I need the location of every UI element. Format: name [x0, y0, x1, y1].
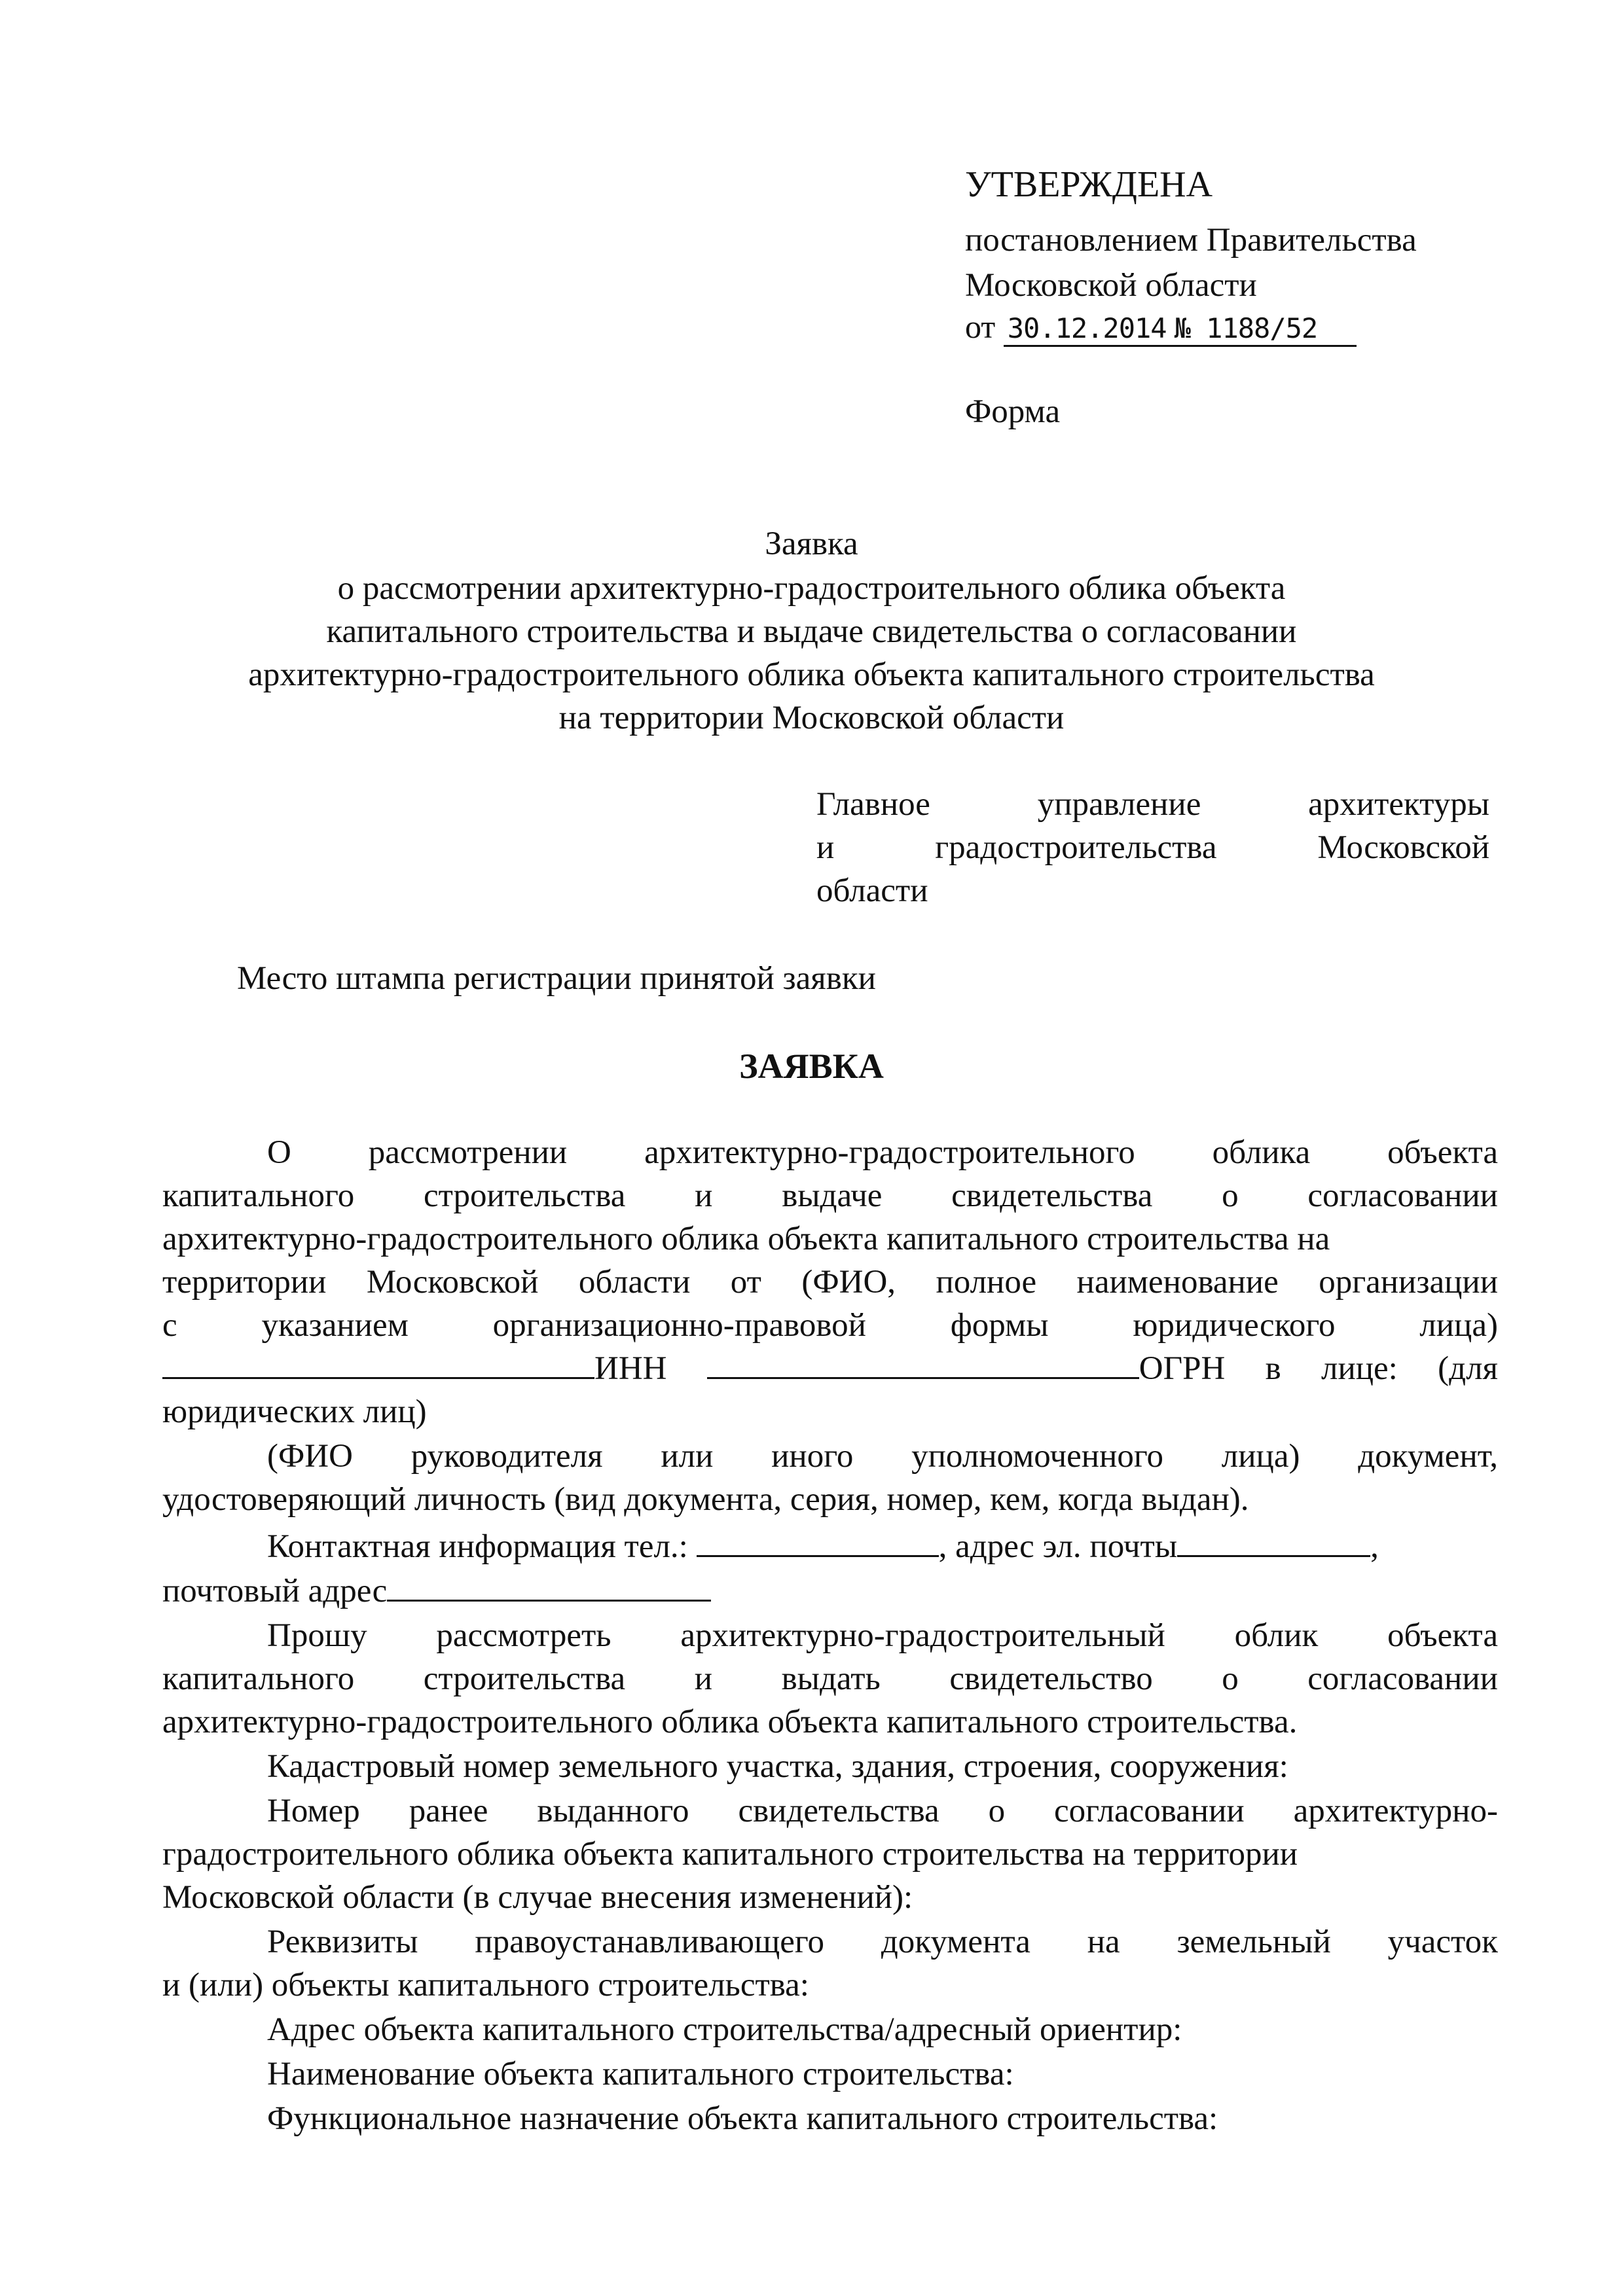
approval-date: 30.12.2014	[1004, 315, 1171, 347]
word: земельный	[1176, 1924, 1331, 1960]
word: Номер	[267, 1793, 360, 1829]
approval-date-line	[965, 308, 1357, 347]
para1-line-4	[162, 1263, 1498, 1301]
word: объекта	[1387, 1617, 1498, 1654]
word: строительства	[423, 1660, 626, 1697]
word: уполномоченного	[911, 1438, 1164, 1475]
para1-line-2	[162, 1177, 1498, 1215]
prev-cert-line-2: градостроительного облика объекта капитального строительства на территории	[162, 1836, 1298, 1873]
word: (ФИО	[267, 1438, 353, 1475]
prev-cert-line-3: Московской области (в случае внесения изменений):	[162, 1879, 913, 1916]
para3-line-3: архитектурно-градостроительного облика объекта капитального строительства.	[162, 1704, 1298, 1740]
contact-line	[267, 1528, 1498, 1566]
approval-number-sign: №	[1174, 312, 1190, 344]
word: документ,	[1358, 1438, 1498, 1475]
postal-line	[162, 1572, 711, 1610]
word: руководителя	[410, 1438, 603, 1475]
blank-field[interactable]	[162, 1350, 594, 1379]
heading-line-1: Заявка	[765, 526, 858, 562]
word: облик	[1234, 1617, 1319, 1654]
stamp-place: Место штампа регистрации принятой заявки	[237, 960, 876, 997]
word: (ФИО,	[801, 1264, 896, 1300]
word: свидетельства	[951, 1177, 1153, 1214]
word: лице:	[1321, 1350, 1398, 1387]
word: Реквизиты	[267, 1924, 418, 1960]
heading-line-5: на территории Московской области	[558, 700, 1065, 736]
word: лица)	[1221, 1438, 1300, 1475]
approval-date-prefix: от	[965, 308, 996, 345]
contact-label: Контактная информация тел.:	[267, 1528, 688, 1565]
word: юридического	[1133, 1307, 1336, 1344]
word: Московской	[366, 1264, 539, 1300]
word: свидетельство	[949, 1660, 1153, 1697]
email-label: , адрес эл. почты	[938, 1528, 1178, 1565]
para2-line-1	[267, 1437, 1498, 1475]
postal-field[interactable]	[387, 1572, 711, 1602]
ogrn-line	[707, 1350, 1226, 1388]
blank-field[interactable]	[707, 1350, 1139, 1379]
heading-line-2: о рассмотрении архитектурно-градостроительного облика объекта	[337, 570, 1286, 607]
phone-field[interactable]	[697, 1528, 939, 1557]
para3-line-2	[162, 1660, 1498, 1698]
word: и	[694, 1660, 713, 1697]
word: капитального	[162, 1660, 355, 1697]
form-label: Форма	[965, 393, 1061, 430]
word: согласовании	[1307, 1660, 1498, 1697]
word: свидетельства	[738, 1793, 939, 1829]
word: архитектурно-градостроительный	[680, 1617, 1165, 1654]
para1-line-3: архитектурно-градостроительного облика объекта капитального строительства на	[162, 1221, 1330, 1257]
word: (для	[1438, 1350, 1498, 1387]
word: Прошу	[267, 1617, 367, 1654]
word: выданного	[537, 1793, 689, 1829]
ogrn-label: ОГРН	[1139, 1350, 1226, 1387]
para2-line-2: удостоверяющий личность (вид документа, серия, номер, кем, когда выдан).	[162, 1481, 1249, 1518]
word: полное	[936, 1264, 1037, 1300]
approval-line-2: Московской области	[965, 267, 1257, 304]
word: от	[730, 1264, 761, 1300]
word: области	[578, 1264, 691, 1300]
para1-line-6	[162, 1350, 1498, 1388]
para3-line-1	[267, 1617, 1498, 1655]
word: наименование	[1076, 1264, 1279, 1300]
word: Московской	[1317, 829, 1489, 866]
word: капитального	[162, 1177, 355, 1214]
word: выдаче	[782, 1177, 883, 1214]
word: о	[988, 1793, 1006, 1829]
para1-line-1	[267, 1134, 1498, 1172]
word: иного	[771, 1438, 854, 1475]
prev-cert-line-1	[267, 1792, 1498, 1830]
requisites-line-2: и (или) объекты капитального строительства:	[162, 1967, 809, 2003]
word: на	[1087, 1924, 1120, 1960]
main-title: ЗАЯВКА	[739, 1047, 884, 1086]
word: согласовании	[1054, 1793, 1245, 1829]
heading-line-3: капитального строительства и выдаче свидетельства о согласовании	[326, 613, 1297, 650]
word: участок	[1387, 1924, 1498, 1960]
word: или	[661, 1438, 714, 1475]
email-field[interactable]	[1177, 1528, 1370, 1557]
word: ранее	[409, 1793, 488, 1829]
recipient-line-1	[816, 785, 1489, 823]
word: о	[1222, 1177, 1239, 1214]
address-line: Адрес объекта капитального строительства/адресный ориентир:	[267, 2011, 1182, 2048]
requisites-line-1	[267, 1923, 1498, 1961]
inn-label: ИНН	[594, 1350, 667, 1387]
word: рассмотрении	[368, 1134, 568, 1171]
word: облика	[1212, 1134, 1311, 1171]
word: формы	[950, 1307, 1049, 1344]
approval-number: 1188/52	[1206, 312, 1318, 344]
function-line: Функциональное назначение объекта капитального строительства:	[267, 2100, 1218, 2137]
word: рассмотреть	[436, 1617, 611, 1654]
approval-line-1: постановлением Правительства	[965, 222, 1417, 259]
word: архитектуры	[1308, 786, 1489, 823]
word: указанием	[261, 1307, 409, 1344]
recipient-line-2	[816, 829, 1489, 867]
word: документа	[881, 1924, 1030, 1960]
heading-line-4: архитектурно-градостроительного облика объекта капитального строительства	[248, 656, 1375, 693]
word: территории	[162, 1264, 327, 1300]
approval-number-field	[1171, 312, 1357, 347]
word: Главное	[816, 786, 930, 823]
word: с	[162, 1307, 177, 1344]
recipient-line-3: области	[816, 872, 928, 909]
word: градостроительства	[935, 829, 1217, 866]
approval-title: УТВЕРЖДЕНА	[965, 164, 1213, 205]
para1-line-7: юридических лиц)	[162, 1393, 427, 1430]
name-line: Наименование объекта капитального строительства:	[267, 2056, 1014, 2092]
word: О	[267, 1134, 291, 1171]
word: лица)	[1419, 1307, 1498, 1344]
inn-line	[162, 1350, 667, 1388]
word: согласовании	[1307, 1177, 1498, 1214]
postal-label: почтовый адрес	[162, 1573, 388, 1609]
word: архитектурно-	[1293, 1793, 1498, 1829]
para1-line-5	[162, 1306, 1498, 1344]
comma: ,	[1370, 1528, 1379, 1565]
word: строительства	[423, 1177, 626, 1214]
cadastral-line: Кадастровый номер земельного участка, здания, строения, сооружения:	[267, 1748, 1288, 1785]
word: управление	[1037, 786, 1201, 823]
word: объекта	[1387, 1134, 1498, 1171]
word: выдать	[781, 1660, 881, 1697]
word: о	[1222, 1660, 1239, 1697]
word: и	[695, 1177, 713, 1214]
word: архитектурно-градостроительного	[644, 1134, 1135, 1171]
word: правоустанавливающего	[475, 1924, 824, 1960]
word: организации	[1319, 1264, 1498, 1300]
word: в	[1265, 1350, 1281, 1387]
word: и	[816, 829, 835, 866]
word: организационно-правовой	[492, 1307, 866, 1344]
